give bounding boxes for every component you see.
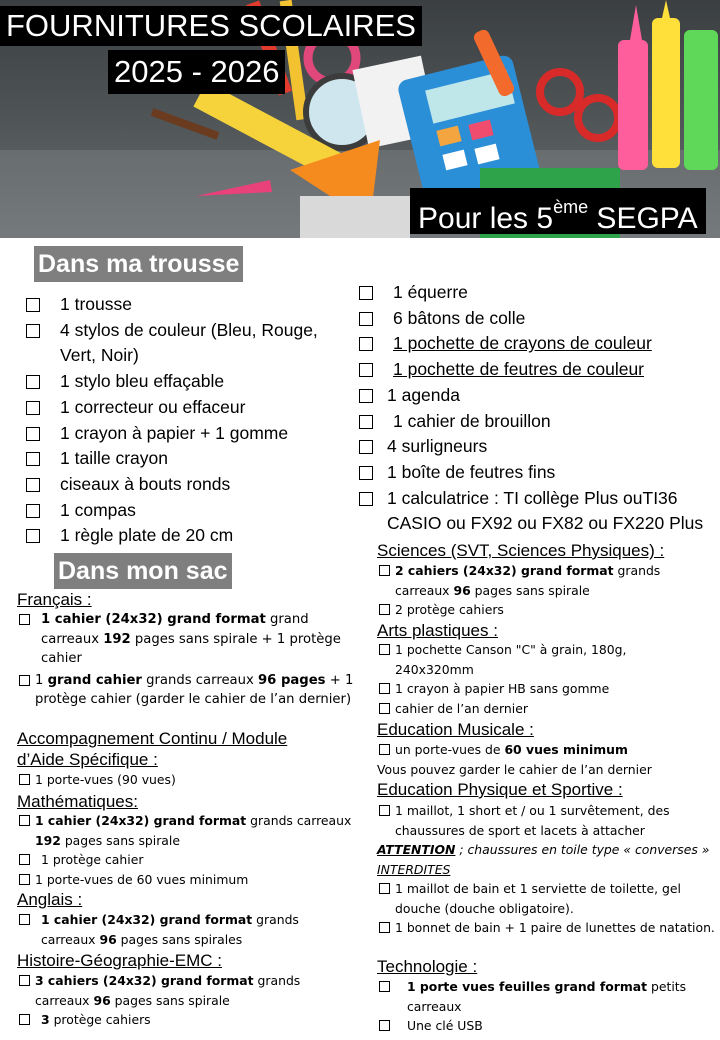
- maths-list: [17, 811, 357, 889]
- checklist-item: 4 stylos de couleur (Bleu, Rouge, Vert, Noir): [26, 318, 346, 369]
- list-item: 1 cahier (24x32) grand format grand carreaux 192 pages sans spirale + 1 protège cahier: [17, 610, 357, 669]
- eps-list: [377, 801, 717, 938]
- checkbox-icon: [379, 604, 390, 615]
- checklist-item: 1 crayon à papier + 1 gomme: [26, 421, 346, 447]
- checkbox-icon: [359, 440, 373, 454]
- anglais-list: [17, 910, 357, 949]
- checklist-item: 1 pochette de crayons de couleur: [359, 331, 719, 357]
- list-item: Une clé USB: [377, 1016, 717, 1036]
- checklist-item: 1 calculatrice : TI collège Plus ouTI36 CASIO ou FX92 ou FX82 ou FX220 Plus: [359, 486, 717, 537]
- checkbox-icon: [379, 565, 390, 576]
- list-item: cahier de l’an dernier: [377, 699, 697, 719]
- list-item: 1 maillot de bain et 1 serviette de toilette, gel douche (douche obligatoire).: [377, 879, 717, 918]
- checkbox-icon: [26, 529, 40, 543]
- subject-francais: Français :: [17, 590, 92, 609]
- class-subtitle: [410, 188, 706, 234]
- checkbox-icon: [379, 1020, 390, 1031]
- subject-anglais: Anglais :: [17, 890, 83, 909]
- list-item: 1 porte vues feuilles grand format petits carreaux: [377, 977, 717, 1016]
- checkbox-icon: [19, 774, 30, 785]
- checkbox-icon: [359, 312, 373, 326]
- list-item: 3 cahiers (24x32) grand format grands carreaux 96 pages sans spirale: [17, 971, 357, 1010]
- list-item: 1 cahier (24x32) grand format grands carreaux 96 pages sans spirales: [17, 910, 357, 949]
- list-item: 1 porte-vues de 60 vues minimum: [17, 870, 357, 890]
- list-item: 1 cahier (24x32) grand format grands carreaux 192 pages sans spirale: [17, 811, 357, 850]
- subject-techno: Technologie :: [377, 957, 478, 976]
- subject-musique: Education Musicale :: [377, 720, 534, 739]
- checkbox-icon: [379, 683, 390, 694]
- subject-histoire: Histoire-Géographie-EMC :: [17, 951, 223, 970]
- techno-list: [377, 977, 717, 1036]
- musique-note: Vous pouvez garder le cahier de l’an dernier: [377, 761, 652, 777]
- checklist-item: 1 règle plate de 20 cm: [26, 523, 346, 549]
- checkbox-icon: [19, 1014, 30, 1025]
- checklist-item: 1 trousse: [26, 292, 346, 318]
- list-item: 1 bonnet de bain + 1 paire de lunettes de natation.: [377, 918, 717, 938]
- checkbox-icon: [26, 478, 40, 492]
- list-item: 1 maillot, 1 short et / ou 1 survêtement, des chaussures de sport et lacets à attacher: [377, 801, 717, 840]
- subject-maths: Mathématiques:: [17, 792, 138, 811]
- checklist-item: 1 agenda: [359, 383, 719, 409]
- francais-list: [17, 610, 357, 710]
- histoire-list: [17, 971, 357, 1030]
- eps-interdites: INTERDITES: [377, 861, 451, 877]
- subject-arts: Arts plastiques :: [377, 621, 498, 640]
- subtitle-sup: ème: [553, 197, 589, 217]
- checkbox-icon: [359, 492, 373, 506]
- sciences-list: [377, 561, 717, 620]
- checkbox-icon: [359, 389, 373, 403]
- checklist-item: 1 boîte de feutres fins: [359, 460, 719, 486]
- list-item: 2 cahiers (24x32) grand format grands carreaux 96 pages sans spirale: [377, 561, 717, 600]
- checkbox-icon: [359, 286, 373, 300]
- checkbox-icon: [359, 363, 373, 377]
- accompagnement-list: [17, 770, 357, 790]
- page-title-line1: FOURNITURES SCOLAIRES: [0, 6, 422, 46]
- checkbox-icon: [359, 337, 373, 351]
- checkbox-icon: [379, 805, 390, 816]
- list-item: 1 protège cahier: [17, 850, 357, 870]
- checklist-item: 1 pochette de feutres de couleur: [359, 357, 719, 383]
- section-heading-sac: Dans mon sac: [54, 553, 232, 589]
- checklist-item: 1 correcteur ou effaceur: [26, 395, 346, 421]
- checklist-item: 1 compas: [26, 498, 346, 524]
- list-item: 1 pochette Canson "C" à grain, 180g, 240x320mm: [377, 640, 697, 679]
- checkbox-icon: [26, 427, 40, 441]
- checkbox-icon: [19, 914, 30, 925]
- checkbox-icon: [26, 298, 40, 312]
- subject-sciences: Sciences (SVT, Sciences Physiques) :: [377, 541, 665, 560]
- checkbox-icon: [359, 415, 373, 429]
- checkbox-icon: [379, 644, 390, 655]
- trousse-checklist-right: [359, 280, 719, 537]
- checkbox-icon: [19, 815, 30, 826]
- subject-accompagnement: Accompagnement Continu / Module d’Aide Spécifique :: [17, 729, 288, 769]
- subtitle-suffix: SEGPA: [588, 202, 698, 235]
- checkbox-icon: [26, 401, 40, 415]
- checkbox-icon: [359, 466, 373, 480]
- list-item: 3 protège cahiers: [17, 1010, 357, 1030]
- checkbox-icon: [379, 883, 390, 894]
- checklist-item: 1 cahier de brouillon: [359, 409, 719, 435]
- checkbox-icon: [26, 324, 40, 338]
- checkbox-icon: [19, 675, 30, 686]
- list-item: 1 porte-vues (90 vues): [17, 770, 357, 790]
- page-title-year: 2025 - 2026: [108, 50, 285, 94]
- list-item: 1 crayon à papier HB sans gomme: [377, 679, 697, 699]
- eps-attention: ATTENTION ; chaussures en toile type « converses »: [377, 842, 710, 857]
- checkbox-icon: [26, 504, 40, 518]
- checklist-item: 1 équerre: [359, 280, 719, 306]
- list-item: 1 grand cahier grands carreaux 96 pages + 1 protège cahier (garder le cahier de l’an dernier): [17, 671, 357, 710]
- musique-list: [377, 740, 717, 779]
- checkbox-icon: [26, 375, 40, 389]
- checkbox-icon: [26, 452, 40, 466]
- trousse-checklist-left: [26, 292, 346, 549]
- subtitle-prefix: Pour les 5: [418, 202, 554, 235]
- list-item: un porte-vues de 60 vues minimum: [377, 740, 717, 760]
- checkbox-icon: [379, 703, 390, 714]
- checkbox-icon: [19, 975, 30, 986]
- checklist-item: 4 surligneurs: [359, 434, 719, 460]
- subject-eps: Education Physique et Sportive :: [377, 780, 623, 799]
- checkbox-icon: [379, 922, 390, 933]
- arts-list: [377, 640, 697, 718]
- list-item: 2 protège cahiers: [377, 600, 717, 620]
- header-banner: [0, 0, 720, 238]
- checkbox-icon: [19, 614, 30, 625]
- checklist-item: ciseaux à bouts ronds: [26, 472, 346, 498]
- checklist-item: 1 taille crayon: [26, 446, 346, 472]
- checkbox-icon: [379, 981, 390, 992]
- checkbox-icon: [19, 854, 30, 865]
- checkbox-icon: [379, 744, 390, 755]
- checklist-item: 1 stylo bleu effaçable: [26, 369, 346, 395]
- checklist-item: 6 bâtons de colle: [359, 306, 719, 332]
- section-heading-trousse: Dans ma trousse: [34, 246, 243, 282]
- checkbox-icon: [19, 874, 30, 885]
